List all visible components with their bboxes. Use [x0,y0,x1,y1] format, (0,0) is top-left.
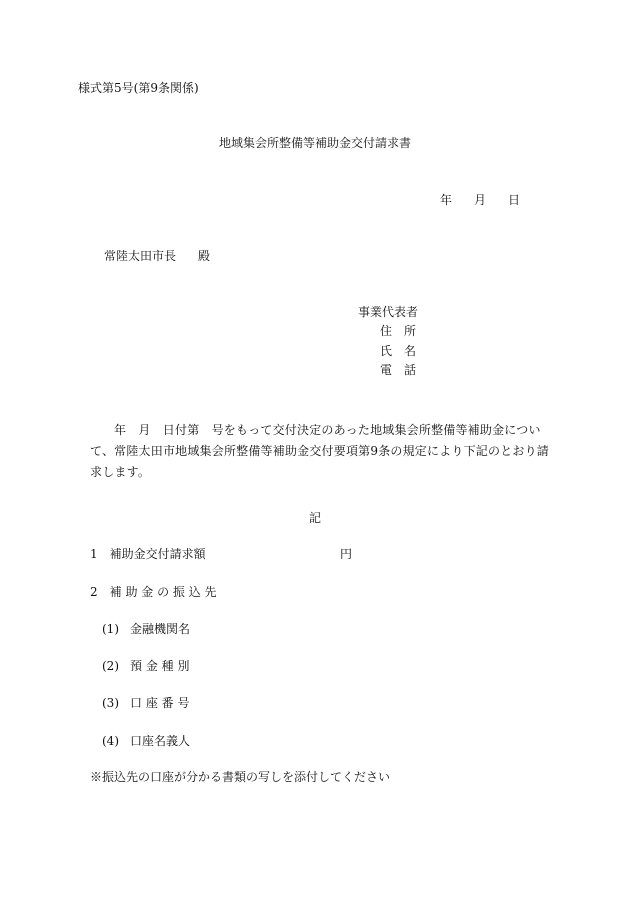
subitem-deposit-type [102,660,189,672]
item-transfer-destination: 2 補 助 金 の 振 込 先 [90,585,217,599]
subitem-label: 預 金 種 別 [130,659,190,673]
item-request-amount-unit: 円 [340,547,353,561]
subitem-number: (2) [102,659,119,673]
subitem-account-number [102,697,189,709]
addressee-honorific: 殿 [198,249,211,263]
subitem-account-holder [102,735,190,747]
subitem-number: (4) [102,734,119,748]
body-paragraph: 年 月 日付第 号をもって交付決定のあった地域集会所整備等補助金について、常陸太田市地域集会所整備等補助金交付要項第9条の規定により下記のとおり請求します。 [90,423,549,479]
date-line [440,194,520,206]
addressee [104,250,210,262]
subitem-label: 金融機関名 [130,622,191,636]
applicant-title: 事業代表者 [358,305,419,319]
form-number: 様式第5号(第9条関係) [78,81,199,95]
item-request-amount-label: 1 補助金交付請求額 [90,547,206,561]
item-request-amount [90,547,353,561]
subitem-bank-name [102,623,190,635]
date-day: 日 [508,193,521,207]
applicant-name-label: 氏 名 [380,344,417,358]
subitem-number: (1) [102,622,119,636]
applicant-phone-label: 電 話 [380,363,417,377]
applicant-address-label: 住 所 [380,324,417,338]
document-title: 地域集会所整備等補助金交付請求書 [218,136,411,150]
date-year: 年 [440,193,453,207]
ki-heading: 記 [308,511,321,525]
subitem-number: (3) [102,696,119,710]
subitem-label: 口 座 番 号 [130,696,190,710]
addressee-name: 常陸太田市長 [104,249,177,263]
subitem-label: 口座名義人 [130,734,191,748]
attachment-note: ※振込先の口座が分かる書類の写しを添付してください [90,770,391,784]
date-month: 月 [474,193,487,207]
